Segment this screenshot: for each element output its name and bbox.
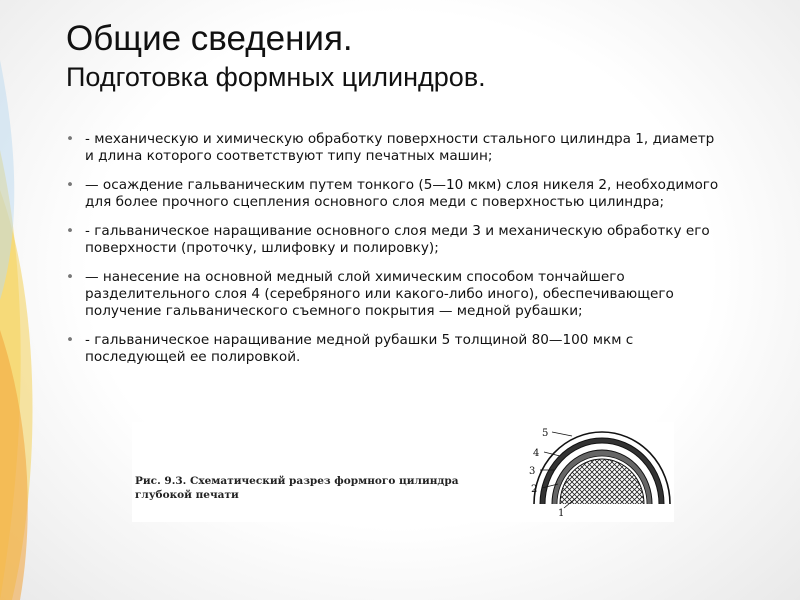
figure-caption: Рис. 9.3. Схематический разрез формного цилиндра глубокой печати bbox=[135, 475, 459, 501]
bullet-list bbox=[66, 131, 726, 378]
list-item: • — нанесение на основной медный слой химическим способом тончайшего разделительного слоя 4 (серебряного или какого-либо иного), обеспечивающего получение гальванического съемного покрытия — медной рубашки; bbox=[66, 269, 726, 320]
cylinder-cross-section-diagram bbox=[132, 422, 674, 522]
figure-label-2: 2 bbox=[531, 484, 538, 495]
page-title: Общие сведения. bbox=[66, 19, 353, 58]
title-block bbox=[66, 18, 766, 94]
figure-label-4: 4 bbox=[533, 448, 540, 459]
list-item: • - механическую и химическую обработку поверхности стального цилиндра 1, диаметр и длина которого соответствуют типу печатных машин; bbox=[66, 131, 726, 165]
figure-label-1: 1 bbox=[558, 508, 565, 519]
cylinder-figure bbox=[132, 422, 674, 522]
page-subtitle: Подготовка формных цилиндров. bbox=[66, 62, 486, 92]
decorative-swoosh bbox=[0, 0, 60, 600]
list-item: • - гальваническое наращивание основного слоя меди 3 и механическую обработку его поверхности (проточку, шлифовку и полировку); bbox=[66, 223, 726, 257]
list-item: • — осаждение гальваническим путем тонкого (5—10 мкм) слоя никеля 2, необходимого для более прочного сцепления основного слоя меди с поверхностью цилиндра; bbox=[66, 177, 726, 211]
figure-label-5: 5 bbox=[542, 428, 549, 439]
figure-label-3: 3 bbox=[529, 466, 536, 477]
cylinder-layers bbox=[534, 432, 670, 522]
list-item: • - гальваническое наращивание медной рубашки 5 толщиной 80—100 мкм с последующей ее полировкой. bbox=[66, 332, 726, 366]
